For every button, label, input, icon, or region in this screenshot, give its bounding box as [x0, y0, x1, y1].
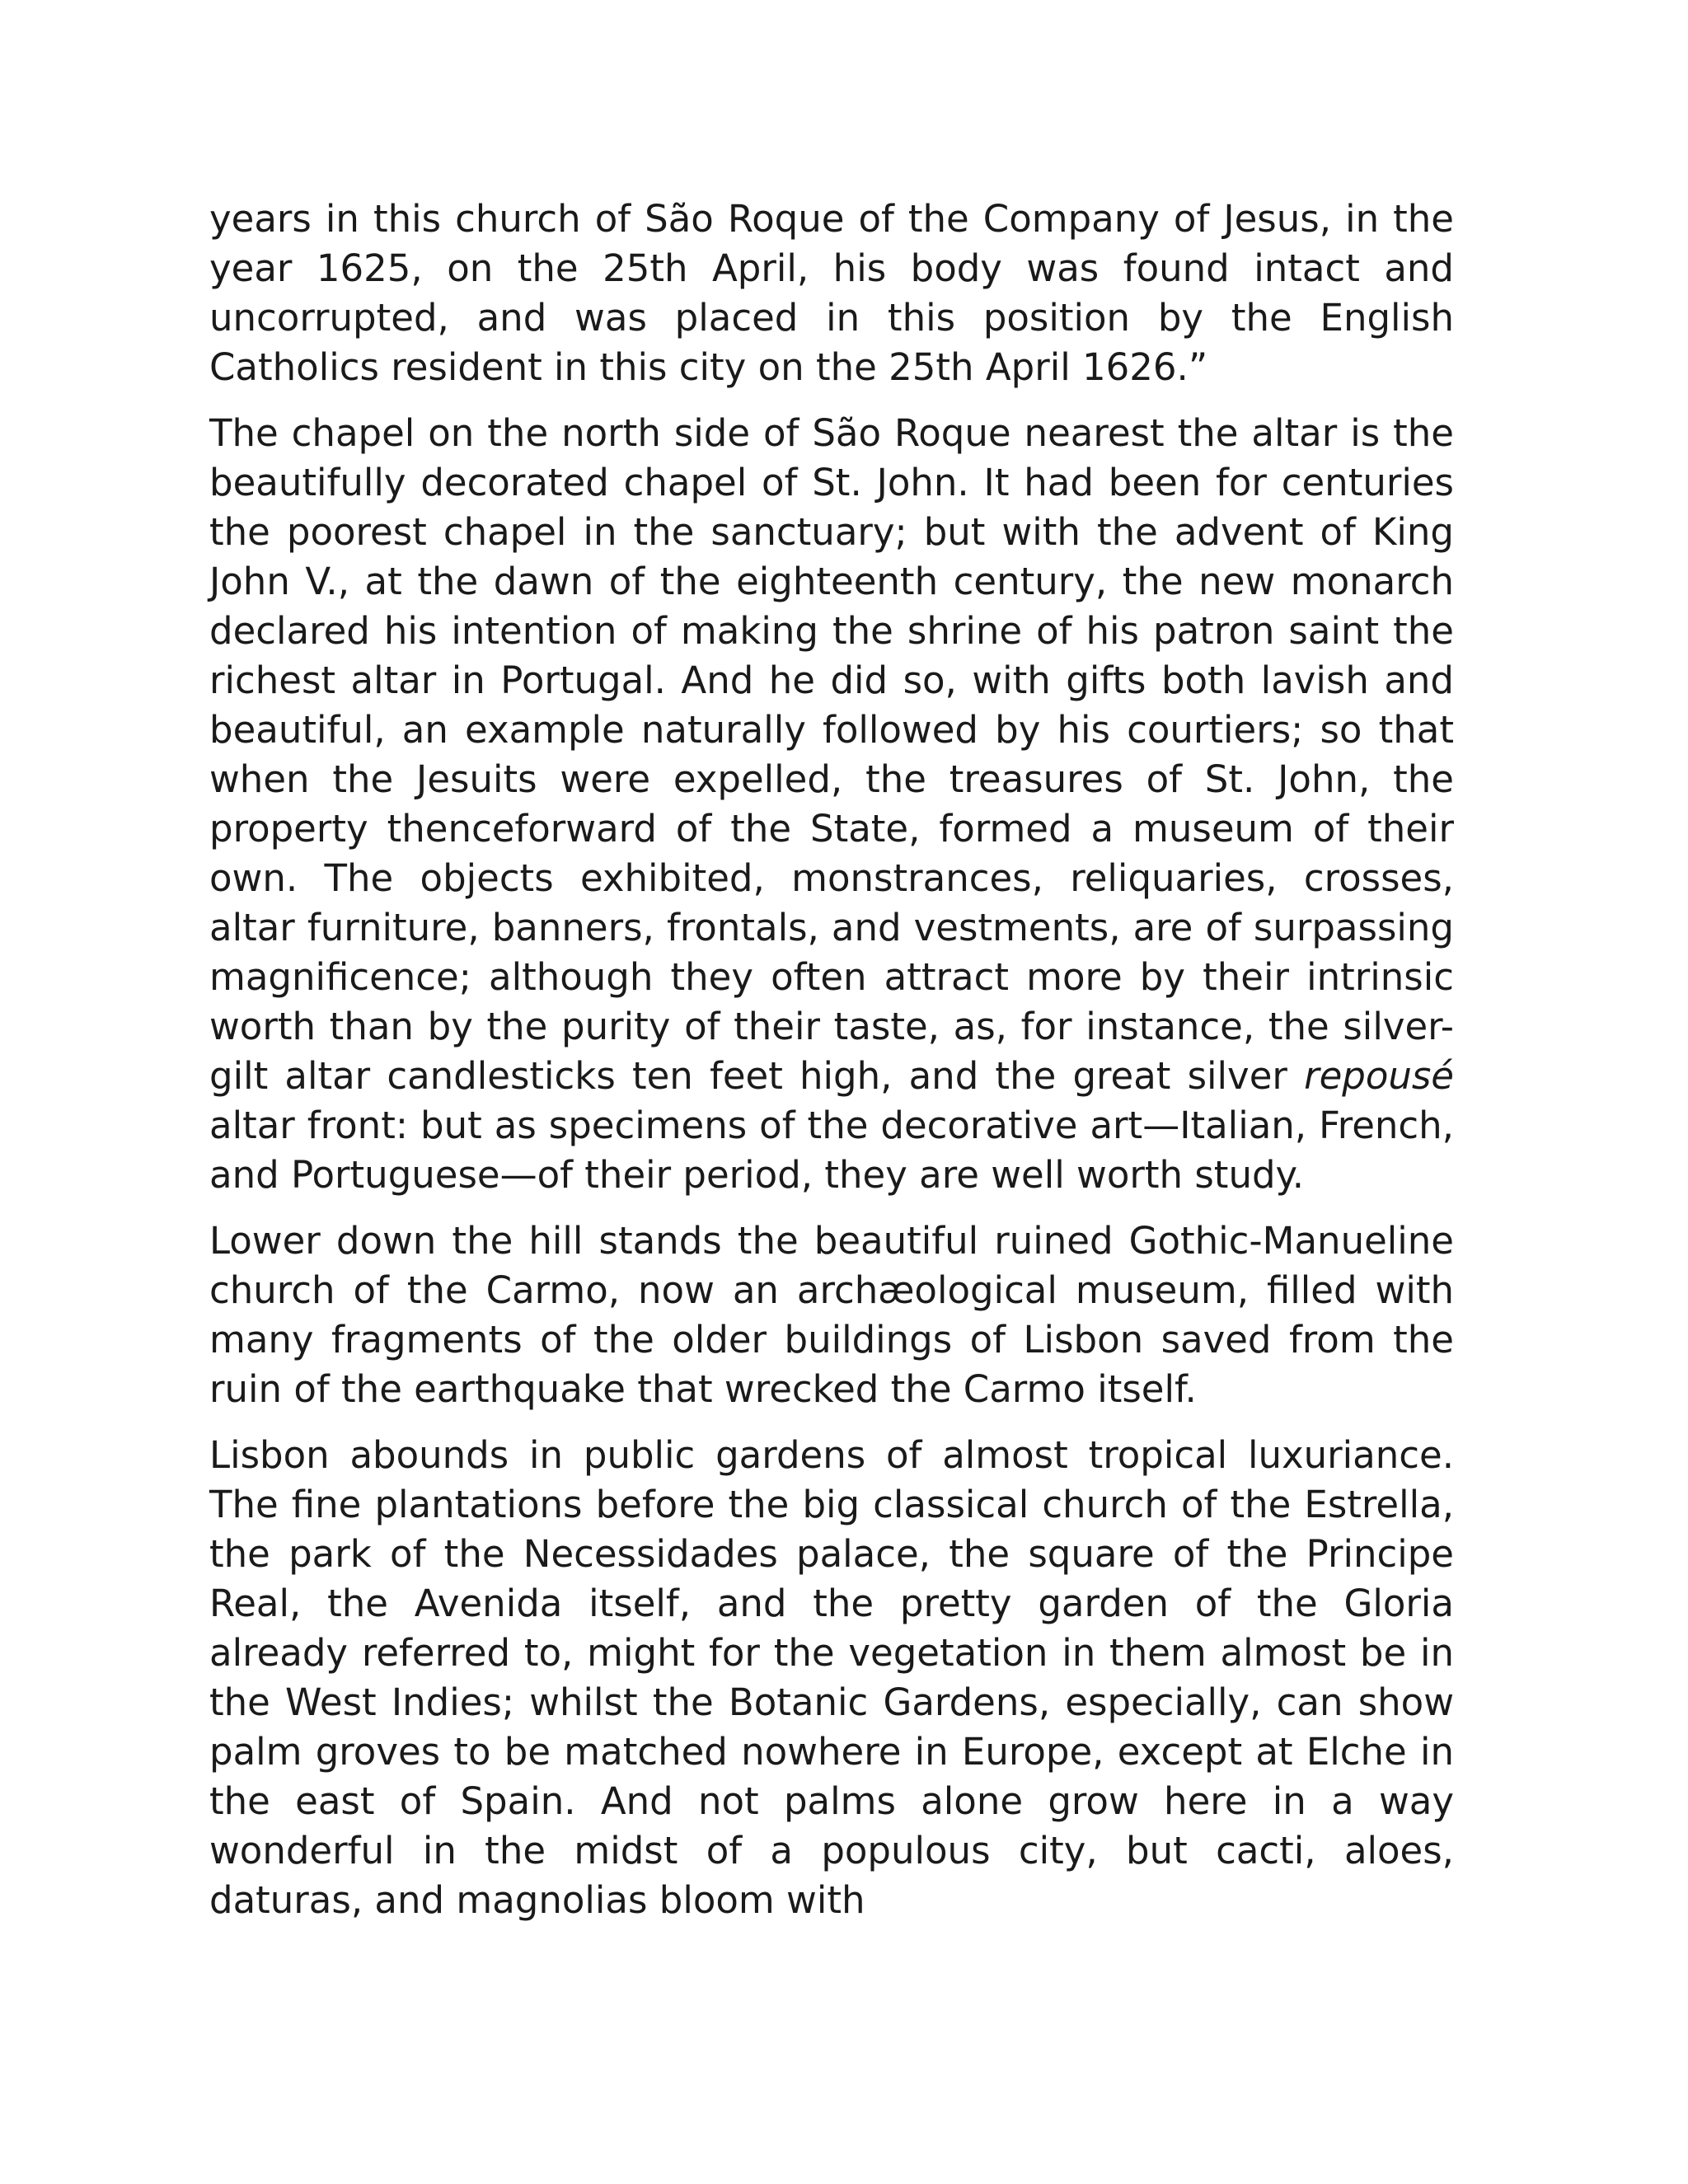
paragraph-1: years in this church of São Roque of the Company of Jesus, in the year 1625, on the 25th April, his body was found intact and uncorrupted, and was placed in this position by the English Catholics resident in this city on the 25th April 1626.” — [209, 197, 1454, 389]
paragraph-2 — [209, 409, 1454, 1200]
italic-term: repousé — [1304, 1054, 1454, 1098]
paragraph-2-text-end: altar front: but as specimens of the decorative art—Italian, French, and Portuguese—of their period, they are well worth study. — [209, 1104, 1454, 1197]
page-body — [209, 194, 1454, 1942]
paragraph-4: Lisbon abounds in public gardens of almost tropical luxuriance. The fine plantations before the big classical church of the Estrella, the park of the Necessidades palace, the square of the Principe Real, the Avenida itself, and the pretty garden of the Gloria already referred to, might for the vegetation in them almost be in the West Indies; whilst the Botanic Gardens, especially, can show palm groves to be matched nowhere in Europe, except at Elche in the east of Spain. And not palms alone grow here in a way wonderful in the midst of a populous city, but cacti, aloes, daturas, and magnolias bloom with — [209, 1433, 1454, 1922]
paragraph-2-text-start: The chapel on the north side of São Roque nearest the altar is the beautifully decorated chapel of St. John. It had been for centuries the poorest chapel in the sanctuary; but with the advent of King John V., at the dawn of the eighteenth century, the new monarch declared his intention of making the shrine of his patron saint the richest altar in Portugal. And he did so, with gifts both lavish and beautiful, an example naturally followed by his courtiers; so that when the Jesuits were expelled, the treasures of St. John, the property thenceforward of the State, formed a museum of their own. The objects exhibited, monstrances, reliquaries, crosses, altar furniture, banners, frontals, and vestments, are of surpassing magnificence; although they often attract more by their intrinsic worth than by the purity of their taste, as, for instance, the silver-gilt altar candlesticks ten feet high, and the great silver — [209, 411, 1454, 1098]
paragraph-3: Lower down the hill stands the beautiful ruined Gothic-Manueline church of the Carmo, now an archæological museum, filled with many fragments of the older buildings of Lisbon saved from the ruin of the earthquake that wrecked the Carmo itself. — [209, 1219, 1454, 1411]
